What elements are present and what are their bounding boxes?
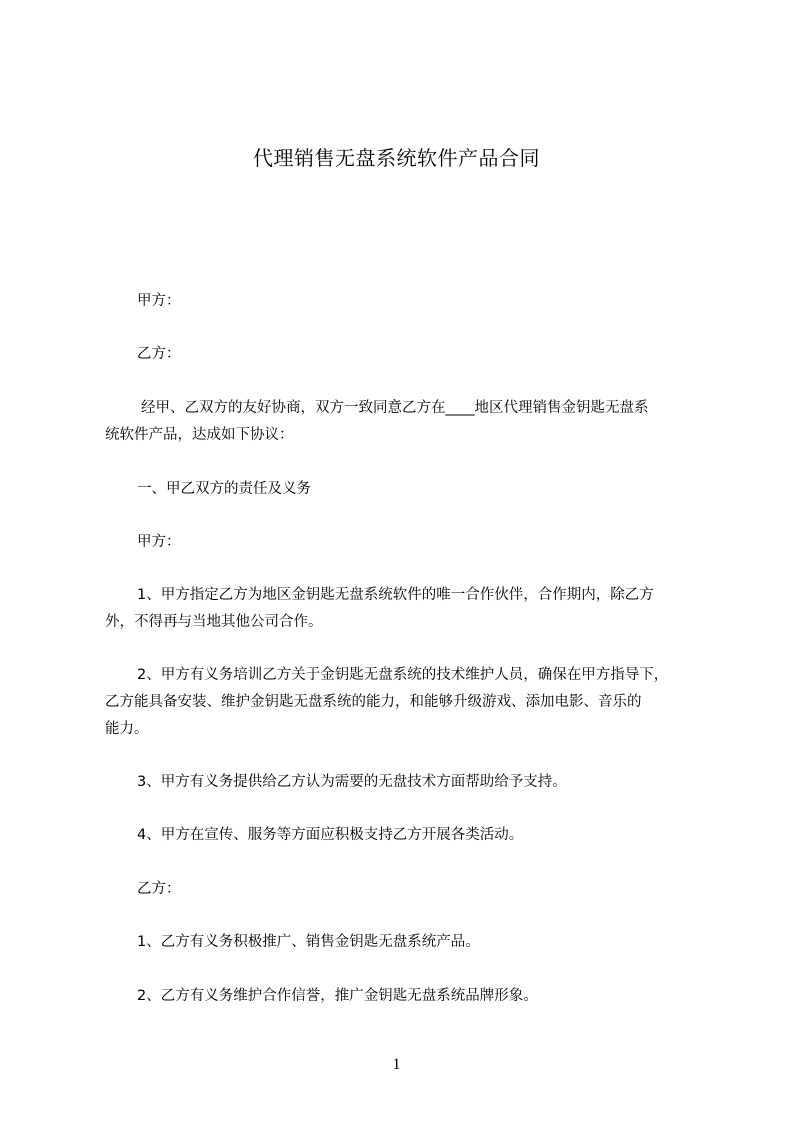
section-1-party-b-label: 乙方：: [137, 881, 181, 897]
party-b-item-1: 1、乙方有义务积极推广、销售金钥匙无盘系统产品。: [137, 934, 480, 950]
party-a-item-2-line-1: 2、甲方有义务培训乙方关于金钥匙无盘系统的技术维护人员，确保在甲方指导下，: [137, 667, 669, 683]
intro-line-2: 统软件产品，达成如下协议：: [105, 427, 294, 443]
page-number: 1: [392, 1056, 401, 1073]
document-title: 代理销售无盘系统软件产品合同: [253, 146, 540, 170]
party-b-item-2: 2、乙方有义务维护合作信誉，推广金钥匙无盘系统品牌形象。: [137, 988, 538, 1004]
party-a-item-1-line-1: 1、甲方指定乙方为地区金钥匙无盘系统软件的唯一合作伙伴，合作期内，除乙方: [137, 587, 654, 603]
party-a-item-2-line-2: 乙方能具备安装、维护金钥匙无盘系统的能力，和能够升级游戏、添加电影、音乐的: [105, 694, 642, 710]
section-1-heading: 一、甲乙双方的责任及义务: [137, 481, 311, 497]
party-a-item-2-line-3: 能力。: [105, 721, 149, 737]
party-a-label: 甲方：: [137, 293, 181, 309]
party-b-label: 乙方：: [137, 346, 181, 362]
section-1-party-a-label: 甲方：: [137, 534, 181, 550]
party-a-item-4: 4、甲方在宣传、服务等方面应积极支持乙方开展各类活动。: [137, 827, 524, 843]
party-a-item-1-line-2: 外，不得再与当地其他公司合作。: [105, 614, 323, 630]
party-a-item-3: 3、甲方有义务提供给乙方认为需要的无盘技术方面帮助给予支持。: [137, 774, 567, 790]
intro-line-1: 经甲、乙双方的友好协商，双方一致同意乙方在____地区代理销售金钥匙无盘系: [141, 400, 649, 416]
